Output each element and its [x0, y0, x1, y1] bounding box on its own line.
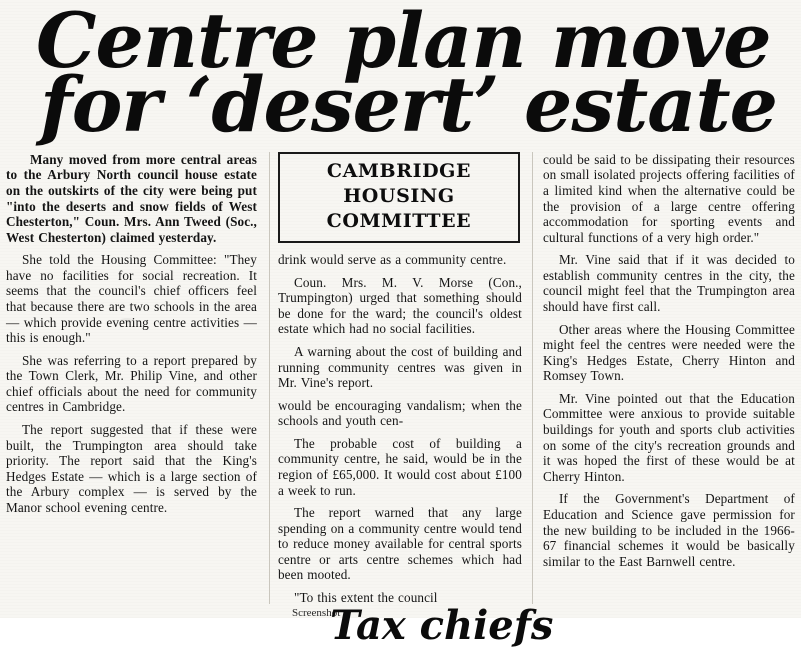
paragraph: She was referring to a report prepared by the Town Clerk, Mr. Philip Vine, and other chief officials about the need for community centres in Cambridge. [6, 352, 257, 415]
article-headline [6, 0, 795, 149]
headline-line-2: for ‘desert’ estate [40, 59, 777, 149]
column-two [269, 152, 532, 604]
paragraph: The report suggested that if these were built, the Trumpington area should take priority. The report said that the King's Hedges Estate — which is a large section of the Arbury complex — is served by the Manor school evening centre. [6, 422, 257, 515]
paragraph: Mr. Vine pointed out that the Education Committee were anxious to provide suitable buildings for youth and sports club activities on some of the city's recreation grounds and it was hoped the first of these would be at Cherry Hinton. [542, 390, 795, 484]
paragraph: drink would serve as a community centre. [277, 252, 507, 268]
boxed-subhead-line-3: COMMITTEE [326, 209, 472, 232]
paragraph: Mr. Vine said that if it was decided to establish community centres in the city, the council might feel that the Trumpington area should have first call. [542, 252, 795, 315]
column-three [532, 152, 795, 604]
paragraph: Other areas where the Housing Committee might feel the centres were needed were the King's Hedges Estate, Cherry Hinton and Romsey Town. [542, 321, 795, 384]
paragraph: The probable cost of building a community centre, he said, would be in the region of £65,000. It would cost about £100 a week to run. [277, 435, 522, 498]
bottom-caption-fragment: Screenshot [292, 607, 341, 619]
paragraph: The report warned that any large spending on a community centre would tend to reduce money available for central sports centre or arts centre schemes which had been mooted. [277, 505, 522, 583]
boxed-subhead [278, 152, 520, 243]
paragraph: If the Government's Department of Education and Science gave permission for the new building to be included in the 1966-67 financial schemes it would be basically similar to the East Barnwell centre. [542, 491, 795, 569]
paragraph: A warning about the cost of building and running community centres was given in Mr. Vine's report. [277, 343, 522, 391]
bottom-headline-fragment: Tax chiefs [330, 602, 554, 649]
paragraph: Many moved from more central areas to the Arbury North council house estate on the outskirts of the city were being put "into the deserts and snow fields of West Chesterton," Coun. Mrs. Ann Tweed (Soc., West Chesterton) claimed yesterday. [6, 151, 257, 245]
boxed-subhead-line-2: HOUSING [343, 184, 455, 207]
column-one [6, 152, 269, 604]
boxed-subhead-line-1: CAMBRIDGE [326, 159, 472, 182]
paragraph: She told the Housing Committee: "They have no facilities for social recreation. It seems that the council's chief officers feel that because there are two schools in the area — which provide evening centre activities — this is enough." [6, 252, 257, 346]
paragraph: would be encouraging vandalism; when the schools and youth cen- [277, 397, 522, 429]
paragraph: Coun. Mrs. M. V. Morse (Con., Trumpington) urged that something should be done for the ward; the council's oldest estate which had no social facilities. [277, 274, 522, 337]
headline-line-1: Centre plan move [36, 0, 771, 85]
paragraph: "To this extent the council [293, 590, 438, 606]
article-columns [6, 152, 795, 604]
paragraph: could be said to be dissipating their resources on small isolated projects offering facilities of a limited kind when the alternative could be the provision of a large centre offering accommodation for sporting events and cultural functions of a very high order." [542, 151, 795, 245]
